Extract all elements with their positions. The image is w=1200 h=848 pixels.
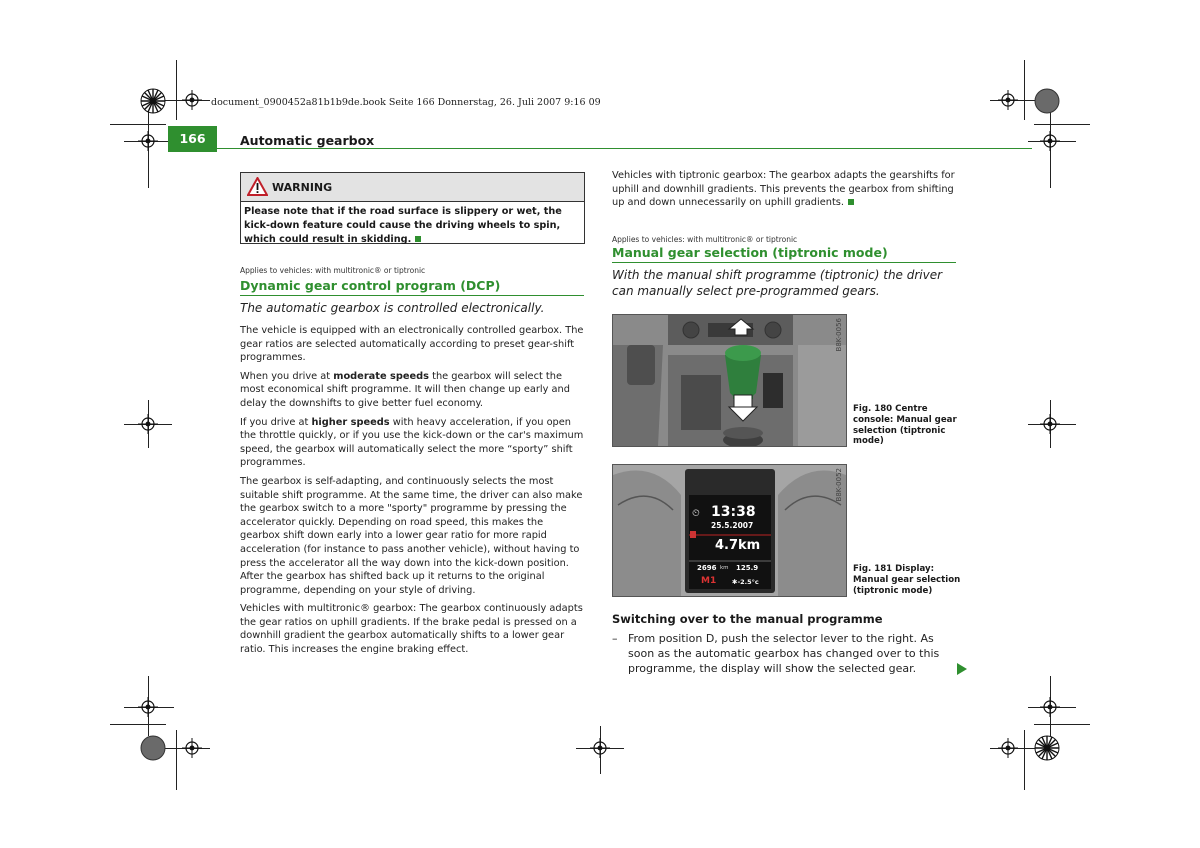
display-illustration xyxy=(613,465,846,596)
list-dash: – xyxy=(612,632,618,645)
display-odometer: 2696 xyxy=(697,564,717,572)
warning-triangle-icon xyxy=(247,177,268,196)
display-distance: 4.7km xyxy=(715,538,761,553)
section-heading-tiptronic: Manual gear selection (tiptronic mode) xyxy=(612,245,888,260)
registration-mark-icon xyxy=(1040,697,1060,717)
continue-arrow-icon xyxy=(957,663,967,675)
section-heading-dcp: Dynamic gear control program (DCP) xyxy=(240,278,501,293)
paragraph: If you drive at higher speeds with heavy acceleration, if you open the throttle quickly, or if you use the kick-down or the car's maximum speed, the gearbox will automatically select the more “sporty” shift programmes. xyxy=(240,416,584,469)
header-rule xyxy=(217,148,1032,149)
section-intro: The automatic gearbox is controlled electronically. xyxy=(240,301,545,315)
page-number: 166 xyxy=(168,126,217,152)
registration-mark-icon xyxy=(138,414,158,434)
figure-code: B8K-0056 xyxy=(835,318,843,352)
section-rule xyxy=(240,295,584,296)
section-intro: With the manual shift programme (tiptronic) the driver can manually select pre-programmed gears. xyxy=(612,268,943,298)
figure-code: B8K-0052 xyxy=(835,468,843,502)
applies-note: Applies to vehicles: with multitronic® or tiptronic xyxy=(240,266,426,275)
gray-dot-icon xyxy=(140,735,166,761)
figure-caption: Fig. 180 Centre console: Manual gear selection (tiptronic mode) xyxy=(853,404,957,447)
warning-text: Please note that if the road surface is slippery or wet, the kick-down feature could cause the driving wheels to spin, which could result in skidding. xyxy=(244,206,562,245)
registration-mark-icon xyxy=(998,90,1018,110)
registration-mark-icon xyxy=(1040,414,1060,434)
print-header: document_0900452a81b1b9de.book Seite 166 Donnerstag, 26. Juli 2007 9:16 09 xyxy=(211,97,601,108)
chapter-title: Automatic gearbox xyxy=(240,133,375,148)
end-marker-icon xyxy=(415,236,421,242)
registration-mark-icon xyxy=(182,738,202,758)
figure-caption: Fig. 181 Display: Manual gear selection (tiptronic mode) xyxy=(853,564,961,596)
paragraph: The vehicle is equipped with an electronically controlled gearbox. The gear ratios are selected automatically according to preset gear-shift programmes. xyxy=(240,325,584,364)
paragraph: Vehicles with multitronic® gearbox: The gearbox continuously adapts the gear ratios on uphill gradients. If the brake pedal is pressed on a downhill gradient the gearbox automatically shifts to a lower gear ratio. This increases the engine braking effect. xyxy=(240,603,583,656)
display-date: 25.5.2007 xyxy=(711,521,754,530)
registration-mark-icon xyxy=(590,738,610,758)
figure-centre-console xyxy=(612,314,847,447)
clock-icon: ⏲ xyxy=(692,508,700,519)
registration-mark-icon xyxy=(138,131,158,151)
paragraph: The gearbox is self-adapting, and continuously selects the most suitable shift programme. At the same time, the driver can also make the gearbox switch to a more "sporty" programme by pressing the accelerator quickly. Depending on road speed, this makes the gearbox shift down early into a lower gear ratio for more rapid acceleration (for instance to pass another vehicle), without having to press the accelerator all the way down into the kick-down position. After the gearbox has shifted back up it returns to the original programme, depending on your style of driving. xyxy=(240,475,583,596)
registration-mark-icon xyxy=(182,90,202,110)
starburst-target-icon xyxy=(140,88,166,114)
end-marker-icon xyxy=(848,199,854,205)
section-rule xyxy=(612,262,956,263)
registration-mark-icon xyxy=(1040,131,1060,151)
registration-mark-icon xyxy=(998,738,1018,758)
registration-mark-icon xyxy=(138,697,158,717)
display-gear: M1 xyxy=(701,576,717,586)
warning-header xyxy=(241,173,584,202)
display-temperature: ✱-2.5°c xyxy=(732,578,759,586)
warning-box xyxy=(240,172,585,244)
paragraph: When you drive at moderate speeds the gearbox will select the most economical shift programme. It will then change up early and delay the downshifts to give better fuel economy. xyxy=(240,370,570,409)
tiptronic-paragraph: Vehicles with tiptronic gearbox: The gearbox adapts the gearshifts for uphill and downhill gradients. This prevents the gearbox from shifting up and down unnecessarily on uphill gradients. xyxy=(612,170,955,209)
step-text: From position D, push the selector lever to the right. As soon as the automatic gearbox has changed over to this programme, the display will show the selected gear. xyxy=(628,632,940,675)
display-time: 13:38 xyxy=(711,504,756,520)
centre-console-illustration xyxy=(613,315,846,446)
display-trip: 125.9 xyxy=(736,564,759,572)
section-body xyxy=(240,324,584,662)
display-odometer-unit: km xyxy=(720,565,729,571)
warning-title: WARNING xyxy=(272,181,333,194)
figure-display xyxy=(612,464,847,597)
starburst-target-icon xyxy=(1034,735,1060,761)
gray-dot-icon xyxy=(1034,88,1060,114)
subheading-switching: Switching over to the manual programme xyxy=(612,612,883,626)
applies-note: Applies to vehicles: with multitronic® or tiptronic xyxy=(612,235,798,244)
